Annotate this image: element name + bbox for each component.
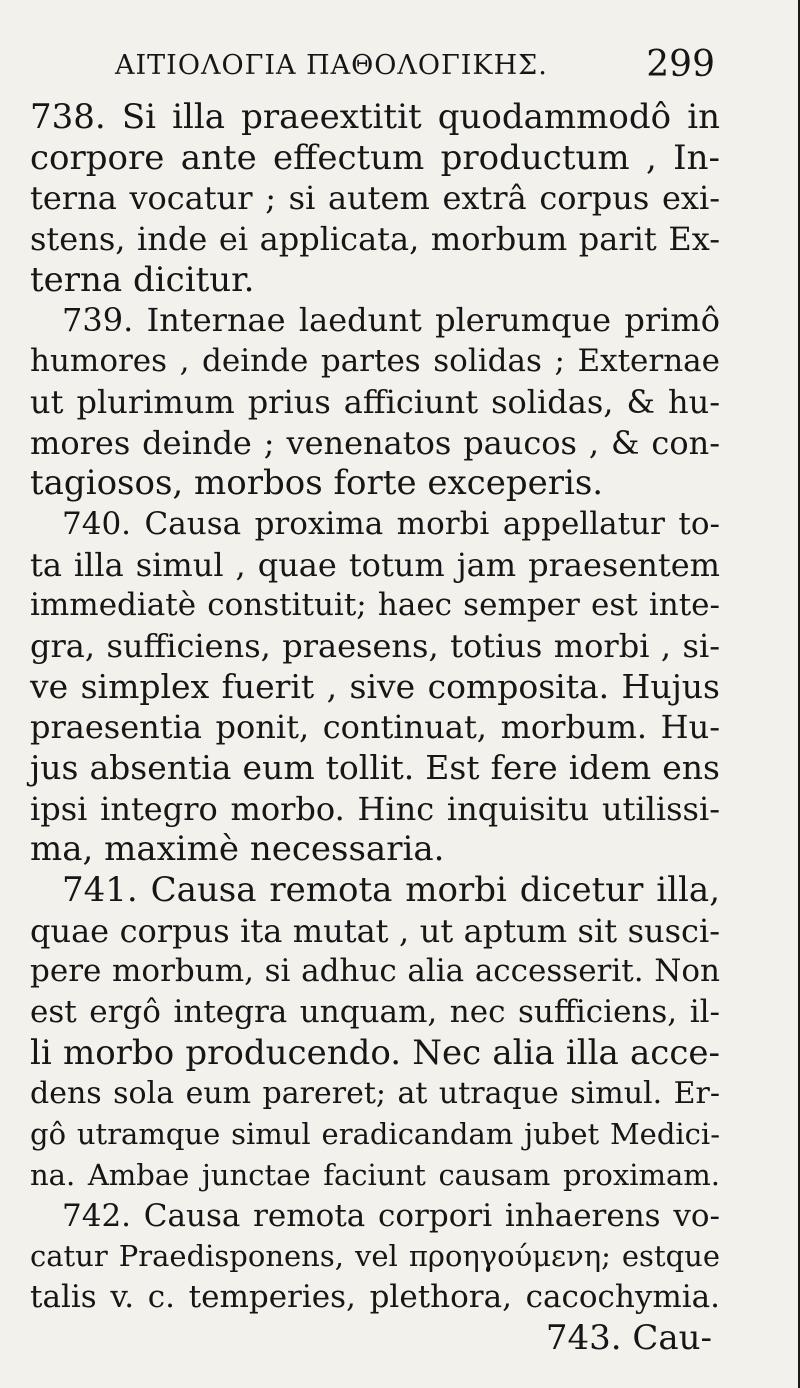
text-line: humores , deinde partes solidas ; Externae — [30, 343, 720, 380]
text-line: 740. Causa proxima morbi appellatur to- — [62, 505, 720, 542]
text-line: immediatè constituit; haec semper est inte- — [30, 587, 720, 624]
page-number: 299 — [646, 44, 715, 85]
header-title: ΑΙΤΙΟΛΟΓΙΑ ΠΑΘΟΛΟΓΙΚΗΣ. — [115, 50, 548, 81]
text-line: 738. Si illa praeextitit quodammodô in — [30, 97, 720, 137]
catchword: 743. Cau- — [545, 1317, 712, 1358]
running-header — [115, 40, 715, 90]
text-line: jus absentia eum tollit. Est fere idem ens — [30, 748, 720, 787]
text-line: praesentia ponit, continuat, morbum. Hu- — [30, 708, 720, 747]
text-line: na. Ambae junctae faciunt causam proximam. — [30, 1157, 720, 1192]
text-line: dens sola eum pareret; at utraque simul. Er- — [30, 1075, 720, 1111]
text-line: ipsi integro morbo. Hinc inquisitu utilissi- — [30, 789, 720, 828]
text-line: 741. Causa remota morbi dicetur illa, — [62, 870, 720, 911]
text-line: talis v. c. temperies, plethora, cacochymia. — [30, 1278, 720, 1315]
text-line: terna dicitur. — [30, 259, 255, 300]
text-line: 742. Causa remota corpori inhaerens vo- — [62, 1197, 720, 1234]
text-line: mores deinde ; venenatos paucos , & con- — [30, 423, 720, 462]
text-line: 739. Internae laedunt plerumque primô — [62, 301, 720, 340]
text-line: gra, sufficiens, praesens, totius morbi , si- — [30, 626, 720, 665]
text-line: ta illa simul , quae totum jam praesentem — [30, 545, 720, 584]
text-line: catur Praedisponens, vel προηγούμενη; estque — [30, 1239, 720, 1274]
text-line: est ergô integra unquam, nec sufficiens, il- — [30, 994, 720, 1031]
text-line: corpore ante effectum productum , In- — [30, 137, 720, 178]
text-line: stens, inde ei applicata, morbum parit Ex- — [30, 220, 720, 259]
text-line: terna vocatur ; si autem extrâ corpus exi- — [30, 179, 720, 218]
text-line: gô utramque simul eradicandam jubet Medici- — [30, 1117, 720, 1152]
text-line: tagiosos, morbos forte exceperis. — [30, 463, 604, 504]
body-text — [30, 97, 720, 1358]
text-line: li morbo producendo. Nec alia illa acce- — [30, 1032, 720, 1073]
text-line: ma, maximè necessaria. — [30, 829, 445, 870]
text-line: ve simplex fuerit , sive composita. Hujus — [30, 666, 720, 706]
text-line: ut plurimum prius afficiunt solidas, & hu- — [30, 382, 720, 421]
text-line: quae corpus ita mutat , ut aptum sit susci- — [30, 911, 720, 950]
text-line: pere morbum, si adhuc alia accesserit. Non — [30, 953, 720, 990]
